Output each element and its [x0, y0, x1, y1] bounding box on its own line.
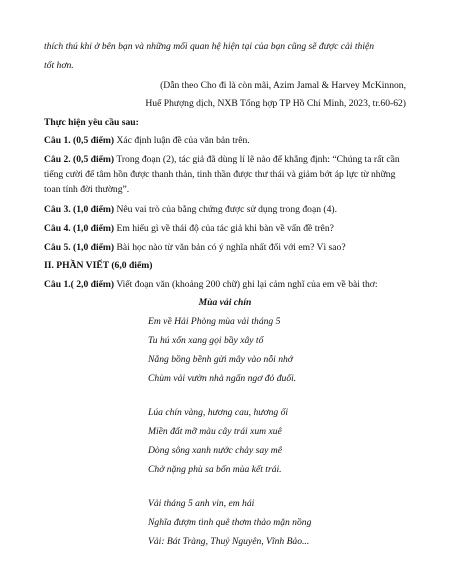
- question-5-label: Câu 5. (1,0 điểm): [44, 242, 115, 253]
- poem-line: Nắng bồng bềnh gửi mây vào nỗi nhớ: [148, 354, 293, 365]
- question-3-text: Nêu vai trò của bằng chứng được sử dụng trong đoạn (4).: [114, 204, 337, 215]
- poem-line: Chùm vải vườn nhà ngẩn ngơ đỏ đuối.: [148, 373, 297, 384]
- question-2-text: Trong đoạn (2), tác giả đã dùng lí lẽ nào để khẳng định: “Chúng ta rất cần tiếng cười để tâm hồn được thanh thản, tinh thần được thư thái và giảm bớt áp lực từ những toan tính đời thường”.: [44, 154, 400, 195]
- question-1: [44, 134, 406, 147]
- poem-line: Vải: Bát Tràng, Thuỷ Nguyên, Vĩnh Bảo...: [148, 536, 310, 547]
- section-2-heading: II. PHẦN VIẾT (6,0 điểm): [44, 260, 153, 271]
- question-2-label: Câu 2. (0,5 điểm): [44, 154, 115, 165]
- question-3: [44, 203, 406, 216]
- question-5-text: Bài học nào từ văn bản có ý nghĩa nhất đối với em? Vì sao?: [114, 242, 346, 253]
- writing-question-label: Câu 1.( 2,0 điểm): [44, 279, 115, 290]
- poem-title: Mùa vải chín: [198, 297, 252, 308]
- source-citation-line-1: (Dẫn theo Cho đi là còn mãi, Azim Jamal & Harvey McKinnon,: [160, 80, 406, 91]
- question-5: [44, 241, 406, 254]
- poem-line: Miền đất mỡ màu cây trái xum xuê: [148, 426, 282, 437]
- question-4-label: Câu 4. (1,0 điểm): [44, 223, 115, 234]
- intro-text-line-1: thích thú khi ở bên bạn và những mối quan hệ hiện tại của bạn cũng sẽ được cải thiện: [44, 41, 375, 52]
- question-4: [44, 222, 406, 235]
- poem-line: Dòng sông xanh nước chảy say mê: [148, 445, 282, 456]
- question-1-text: Xác định luận đề của văn bản trên.: [114, 135, 250, 146]
- question-4-text: Em hiểu gì về thái độ của tác giả khi bàn về vấn đề trên?: [114, 223, 334, 234]
- question-2: [44, 152, 406, 197]
- poem-line: Vải tháng 5 anh vin, em hái: [148, 498, 255, 509]
- poem-line: Tu hú xốn xang gọi bầy xây tổ: [148, 335, 264, 346]
- question-3-label: Câu 3. (1,0 điểm): [44, 204, 115, 215]
- requirements-heading: Thực hiện yêu cầu sau:: [44, 117, 139, 128]
- poem-line: Em về Hải Phòng mùa vải tháng 5: [148, 316, 281, 327]
- intro-text-line-2: tốt hơn.: [44, 60, 74, 71]
- poem-line: Nghĩa đượm tình quê thơm thảo mặn nồng: [148, 517, 312, 528]
- writing-question-text: Viết đoạn văn (khoảng 200 chữ) ghi lại cảm nghĩ của em về bài thơ:: [114, 279, 378, 290]
- question-1-label: Câu 1. (0,5 điểm): [44, 135, 115, 146]
- writing-question: [44, 278, 378, 291]
- poem-line: Chở nặng phù sa bốn mùa kết trái.: [148, 464, 282, 475]
- source-citation-line-2: Huế Phượng dịch, NXB Tổng hợp TP Hồ Chí Minh, 2023, tr.60-62): [145, 98, 406, 109]
- poem-line: Lúa chín vàng, hương cau, hương ổi: [148, 407, 289, 418]
